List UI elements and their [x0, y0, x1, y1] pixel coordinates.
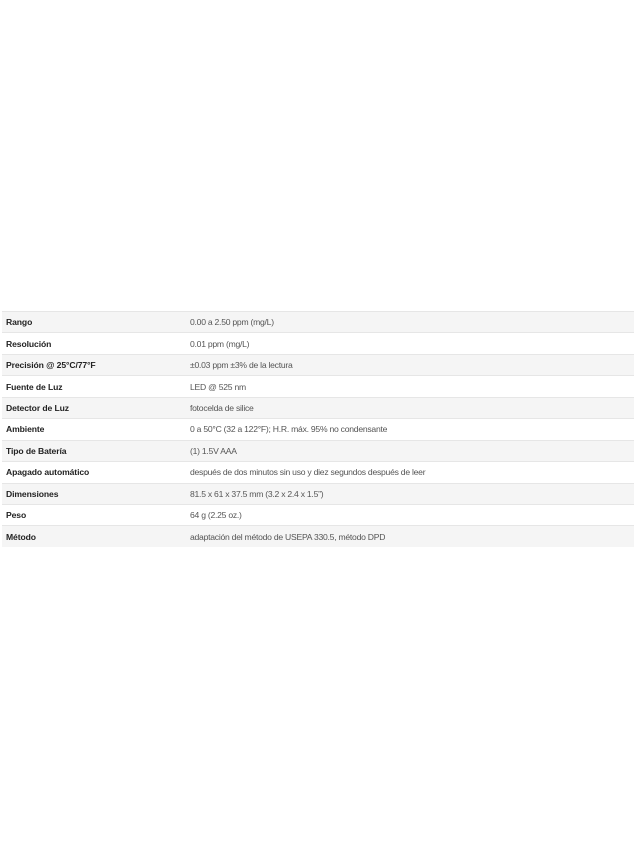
- spec-label: Peso: [2, 504, 190, 525]
- spec-row-method: [2, 526, 634, 547]
- spec-value: ±0.03 ppm ±3% de la lectura: [190, 354, 634, 375]
- spec-label: Fuente de Luz: [2, 376, 190, 397]
- spec-label: Detector de Luz: [2, 397, 190, 418]
- spec-value: 81.5 x 61 x 37.5 mm (3.2 x 2.4 x 1.5”): [190, 483, 634, 504]
- spec-row-accuracy: [2, 354, 634, 375]
- spec-label: Precisión @ 25°C/77°F: [2, 354, 190, 375]
- spec-row-range: [2, 312, 634, 333]
- specifications-table: [2, 311, 634, 547]
- spec-label: Rango: [2, 312, 190, 333]
- spec-value: fotocelda de silice: [190, 397, 634, 418]
- spec-row-weight: [2, 504, 634, 525]
- spec-row-light-detector: [2, 397, 634, 418]
- spec-row-battery-type: [2, 440, 634, 461]
- spec-label: Resolución: [2, 333, 190, 354]
- spec-value: adaptación del método de USEPA 330.5, método DPD: [190, 526, 634, 547]
- spec-row-dimensions: [2, 483, 634, 504]
- spec-value: (1) 1.5V AAA: [190, 440, 634, 461]
- spec-row-environment: [2, 419, 634, 440]
- spec-value: 0 a 50°C (32 a 122°F); H.R. máx. 95% no condensante: [190, 419, 634, 440]
- spec-label: Método: [2, 526, 190, 547]
- spec-row-light-source: [2, 376, 634, 397]
- spec-label: Ambiente: [2, 419, 190, 440]
- spec-label: Tipo de Batería: [2, 440, 190, 461]
- spec-label: Dimensiones: [2, 483, 190, 504]
- spec-value: 0.01 ppm (mg/L): [190, 333, 634, 354]
- spec-value: después de dos minutos sin uso y diez segundos después de leer: [190, 462, 634, 483]
- spec-row-resolution: [2, 333, 634, 354]
- spec-label: Apagado automático: [2, 462, 190, 483]
- spec-value: 64 g (2.25 oz.): [190, 504, 634, 525]
- spec-value: LED @ 525 nm: [190, 376, 634, 397]
- spec-value: 0.00 a 2.50 ppm (mg/L): [190, 312, 634, 333]
- spec-row-auto-off: [2, 462, 634, 483]
